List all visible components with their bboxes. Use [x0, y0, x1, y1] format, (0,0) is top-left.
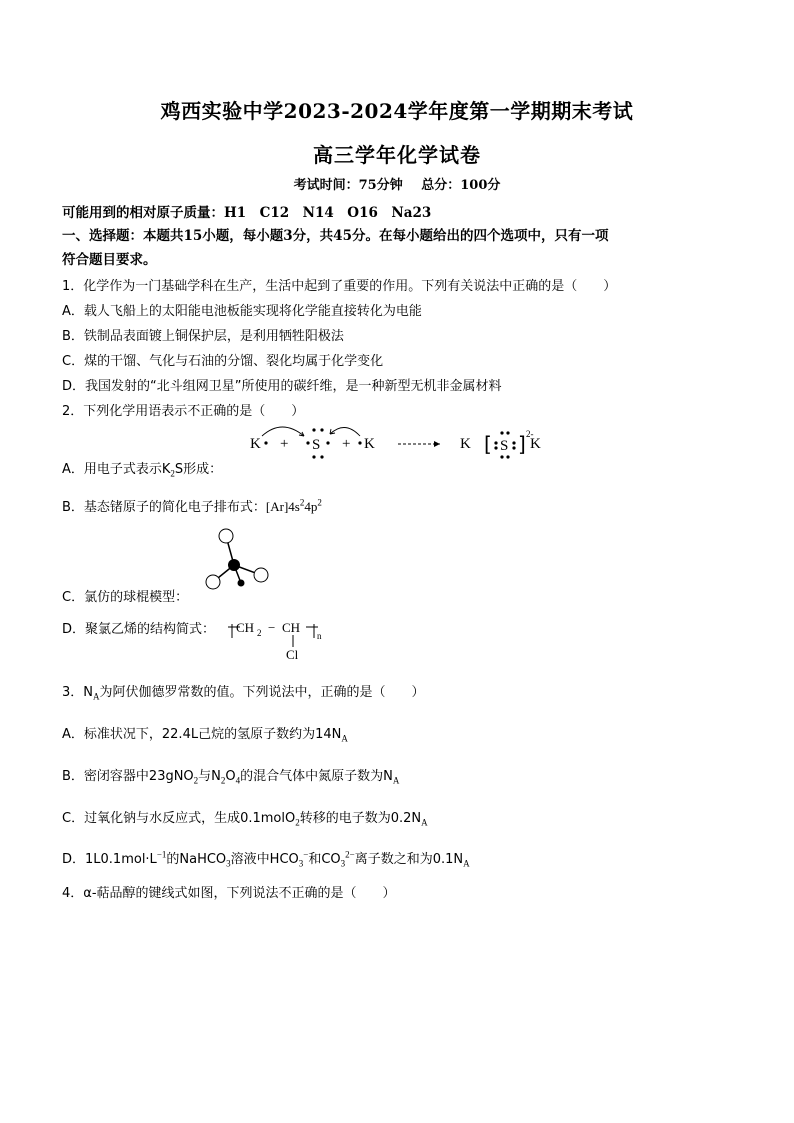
arrow-head: [434, 441, 440, 447]
q1-option-b: B．铁制品表面镀上铜保护层，是利用牺牲阳极法: [62, 329, 344, 344]
exam-subtitle: 高三学年化学试卷: [313, 143, 481, 167]
q3-d-s2: 3: [298, 858, 304, 869]
hydrogen-atom: [238, 580, 245, 587]
q3-d-sup3: 2−: [345, 849, 355, 860]
q2-a-suffix: S形成：: [174, 462, 223, 477]
s-electron: [312, 428, 315, 431]
q3-a-sub: A: [341, 733, 348, 744]
q3-c-1: C．过氧化钠与水反应式，生成0.1molO: [62, 811, 296, 826]
q2-a-sub: 2: [170, 468, 175, 479]
s-ion: S: [500, 438, 509, 454]
q3-d-sup1: −1: [156, 849, 167, 860]
q2-stem: 2．下列化学用语表示不正确的是（ ）: [62, 404, 305, 419]
plus-sign-1: +: [280, 436, 289, 452]
exam-time: 考试时间：75分钟: [293, 178, 403, 193]
q3-d-5: 离子数之和为0.1N: [354, 852, 464, 867]
q3-option-d: [62, 848, 470, 869]
q2-option-a: [62, 458, 222, 479]
q3-b-2: 与N: [198, 769, 221, 784]
k-atom-1: K: [250, 436, 261, 452]
right-bracket: ]: [518, 432, 526, 456]
s-electron: [326, 441, 329, 444]
carbon-atom: [228, 559, 240, 571]
q2-option-c: C．氯仿的球棍模型：: [62, 590, 189, 605]
section-heading-line2: 符合题目要求。: [62, 252, 157, 268]
pvc-structure: [226, 612, 336, 662]
s-ion-electron: [512, 441, 515, 444]
q3-d-2: 的NaHCO: [166, 852, 227, 867]
left-bracket: [: [484, 432, 492, 456]
q3-b-s1: 2: [193, 775, 199, 786]
q3-a-text: A．标准状况下，22.4L己烷的氢原子数约为14N: [62, 727, 342, 742]
q3-d-3: 溶液中HCO: [230, 852, 299, 867]
q3-d-s3: 3: [340, 858, 346, 869]
k-electron-2: [358, 441, 361, 444]
q2-b-formula: [Ar]4s: [265, 499, 300, 514]
k-atom-2: K: [364, 436, 375, 452]
q2-b-prefix: B．基态锗原子的简化电子排布式：: [62, 500, 266, 515]
q3-stem-rest: 为阿伏伽德罗常数的值。下列说法中，正确的是（ ）: [99, 685, 425, 700]
q2-option-d: D．聚氯乙烯的结构简式：: [62, 622, 216, 637]
q3-b-s4: A: [392, 775, 400, 786]
q3-b-4: 的混合气体中氮原子数为N: [240, 769, 393, 784]
q3-c-2: 转移的电子数为0.2N: [299, 811, 422, 826]
chlorine-atom: [254, 568, 268, 582]
total-score: 总分：100分: [421, 178, 501, 193]
plus-sign-2: +: [342, 436, 351, 452]
k-ion-1: K: [460, 436, 471, 452]
q1-stem: 1．化学作为一门基础学科在生产，生活中起到了重要的作用。下列有关说法中正确的是（ ）: [62, 279, 617, 294]
q3-option-b: [62, 765, 399, 786]
s-ion-electron: [512, 446, 515, 449]
q1-option-a: A．载人飞船上的太阳能电池板能实现将化学能直接转化为电能: [62, 304, 422, 319]
exam-info: [0, 174, 794, 193]
ion-charge: 2-: [526, 429, 534, 439]
electron-transfer-arrow-1: [262, 427, 304, 436]
q3-d-s1: 3: [226, 858, 231, 869]
s-electron: [320, 455, 323, 458]
q3-c-s2: A: [421, 817, 428, 828]
q3-d-1: D．1L0.1mol·L: [62, 852, 157, 867]
q2-b-sup1: 2: [299, 497, 305, 508]
q3-d-s4: A: [463, 858, 470, 869]
exam-title: 鸡西实验中学2023-2024学年度第一学期期末考试: [160, 99, 634, 123]
s-electron: [320, 428, 323, 431]
ch2-group: CH: [236, 620, 255, 635]
q3-d-4: 和CO: [308, 852, 341, 867]
s-electron: [306, 441, 309, 444]
cl-atom: Cl: [286, 647, 299, 662]
s-ion-electron: [500, 455, 503, 458]
k-ion-2: K: [530, 436, 541, 452]
s-ion-electron: [500, 431, 503, 434]
section-heading-line1: 一、选择题：本题共15小题，每小题3分，共45分。在每小题给出的四个选项中，只有一项: [62, 228, 609, 244]
q2-option-b: [62, 496, 322, 515]
electron-transfer-arrow-2: [330, 427, 360, 436]
q3-d-sup2: −: [303, 849, 309, 860]
q2-b-mid: 4p: [304, 499, 318, 514]
s-ion-electron: [506, 431, 509, 434]
chlorine-atom: [206, 575, 220, 589]
q3-b-1: B．密闭容器中23gNO: [62, 769, 194, 784]
q3-option-a: [62, 723, 348, 744]
k-electron-1: [264, 441, 267, 444]
chlorine-atom: [219, 529, 233, 543]
s-atom: S: [312, 437, 321, 453]
q1-option-d: D．我国发射的“北斗组网卫星”所使用的碳纤维，是一种新型无机非金属材料: [62, 379, 502, 394]
q3-stem-sub: A: [93, 691, 100, 702]
q2-b-sup2: 2: [317, 497, 322, 508]
s-ion-electron: [506, 455, 509, 458]
chloroform-ball-stick-model: [195, 525, 275, 600]
q3-b-s3: 4: [235, 775, 241, 786]
q3-option-c: [62, 807, 428, 828]
ch2-subscript: 2: [257, 628, 262, 638]
q3-c-s1: 2: [295, 817, 300, 828]
atomic-masses: 可能用到的相对原子质量：H1 C12 N14 O16 Na23: [62, 205, 432, 221]
s-ion-electron: [494, 446, 497, 449]
q3-b-s2: 2: [220, 775, 226, 786]
q3-stem-n: 3．N: [62, 685, 93, 700]
s-electron: [312, 455, 315, 458]
q4-stem: 4．α-萜品醇的键线式如图，下列说法不正确的是（ ）: [62, 886, 396, 901]
electron-dot-diagram: [240, 420, 570, 470]
bond-dash: −: [268, 620, 276, 635]
q3-b-3: O: [225, 769, 236, 784]
q3-stem: [62, 681, 425, 702]
ch-group: CH: [282, 620, 301, 635]
s-ion-electron: [494, 441, 497, 444]
repeat-n: n: [317, 631, 322, 641]
q2-a-prefix: A．用电子式表示K: [62, 462, 171, 477]
q1-option-c: C．煤的干馏、气化与石油的分馏、裂化均属于化学变化: [62, 354, 384, 369]
